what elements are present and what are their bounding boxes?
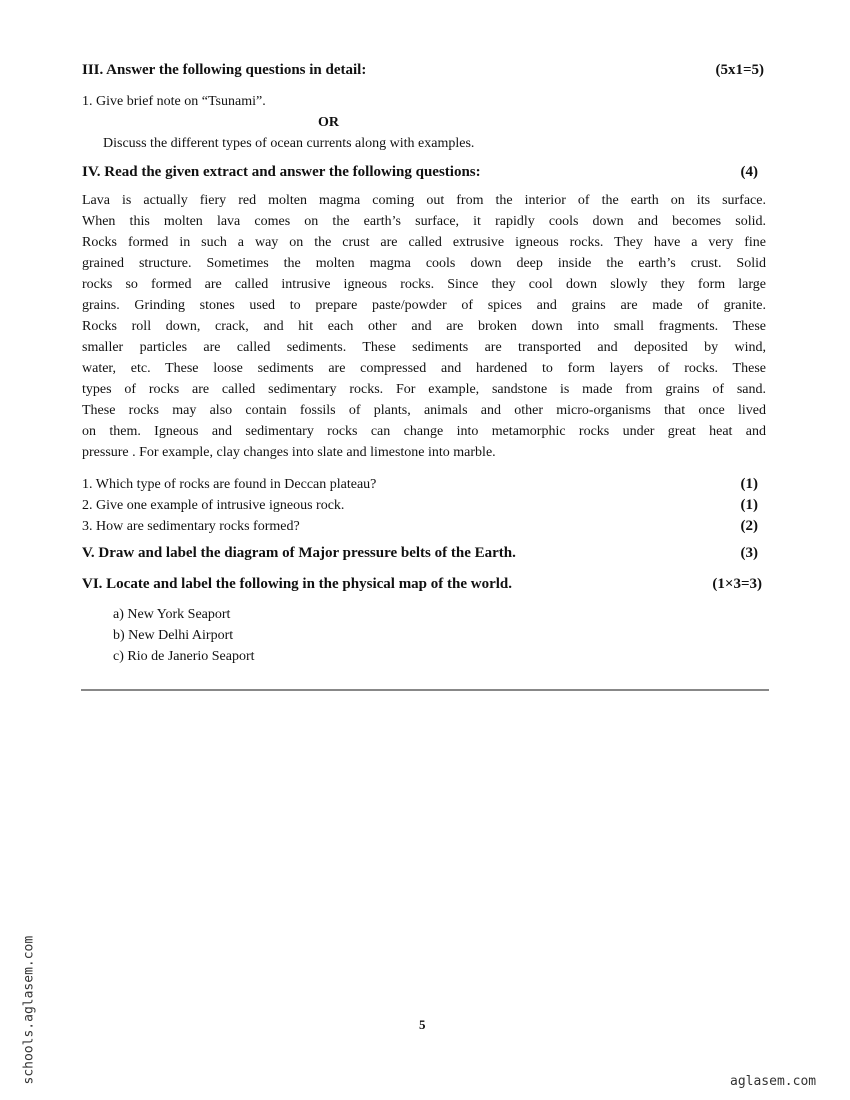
question-text: 2. Give one example of intrusive igneous rock.	[82, 498, 345, 513]
passage-line: smaller particles are called sediments. These sediments are transported and deposited by wind,	[82, 340, 766, 355]
section-5-heading	[82, 543, 758, 563]
heading-text: III. Answer the following questions in detail:	[82, 62, 367, 78]
question-alternative: Discuss the different types of ocean currents along with examples.	[103, 136, 475, 151]
page-number: 5	[419, 1017, 426, 1032]
marks: (3)	[740, 545, 758, 561]
heading-text: VI. Locate and label the following in the physical map of the world.	[82, 576, 513, 592]
passage-line: Rocks roll down, crack, and hit each other and are broken down into small fragments. These	[82, 319, 766, 334]
extract-passage	[82, 190, 766, 463]
or-label: OR	[318, 115, 339, 130]
marks: (5x1=5)	[715, 62, 764, 78]
question: 1. Give brief note on “Tsunami”.	[82, 94, 266, 109]
list-item: b) New Delhi Airport	[113, 628, 234, 643]
passage-line: When this molten lava comes on the earth’s surface, it rapidly cools down and becomes solid.	[82, 214, 766, 229]
side-url: schools.aglasem.com	[21, 935, 37, 1085]
section-6-heading	[82, 574, 762, 594]
marks: (1×3=3)	[712, 576, 762, 592]
passage-line: grained structure. Sometimes the molten magma cools down deep inside the earth’s crust. Solid	[82, 256, 766, 271]
list-item: c) Rio de Janerio Seaport	[113, 649, 255, 664]
passage-line: water, etc. These loose sediments are compressed and hardened to form layers of rocks. These	[82, 361, 766, 376]
question	[82, 516, 758, 537]
list-item: a) New York Seaport	[113, 607, 231, 622]
question-text: 1. Which type of rocks are found in Deccan plateau?	[82, 477, 377, 492]
passage-line: rocks so formed are called intrusive igneous rocks. Since they cool down slowly they form large	[82, 277, 766, 292]
heading-text: IV. Read the given extract and answer the following questions:	[82, 164, 481, 180]
end-divider	[81, 689, 769, 691]
marks: (2)	[740, 518, 758, 534]
passage-line: grains. Grinding stones used to prepare paste/powder of spices and grains are made of granite.	[82, 298, 766, 313]
footer-url: aglasem.com	[730, 1074, 817, 1089]
passage-line: types of rocks are called sedimentary rocks. For example, sandstone is made from grains of sand.	[82, 382, 766, 397]
section-3-heading	[82, 60, 764, 80]
passage-line: These rocks may also contain fossils of plants, animals and other micro-organisms that once lived	[82, 403, 766, 418]
passage-line: on them. Igneous and sedimentary rocks can change into metamorphic rocks under great heat and	[82, 424, 766, 439]
passage-line: Lava is actually fiery red molten magma coming out from the interior of the earth on its surface.	[82, 193, 766, 208]
question	[82, 495, 758, 516]
section-4-heading	[82, 162, 758, 182]
marks: (1)	[740, 497, 758, 513]
passage-line: pressure . For example, clay changes into slate and limestone into marble.	[82, 445, 496, 460]
question-text: 3. How are sedimentary rocks formed?	[82, 519, 300, 534]
question	[82, 474, 758, 495]
passage-line: Rocks formed in such a way on the crust are called extrusive igneous rocks. They have a very fine	[82, 235, 766, 250]
heading-text: V. Draw and label the diagram of Major pressure belts of the Earth.	[82, 545, 516, 561]
marks: (1)	[740, 476, 758, 492]
marks: (4)	[740, 164, 758, 180]
